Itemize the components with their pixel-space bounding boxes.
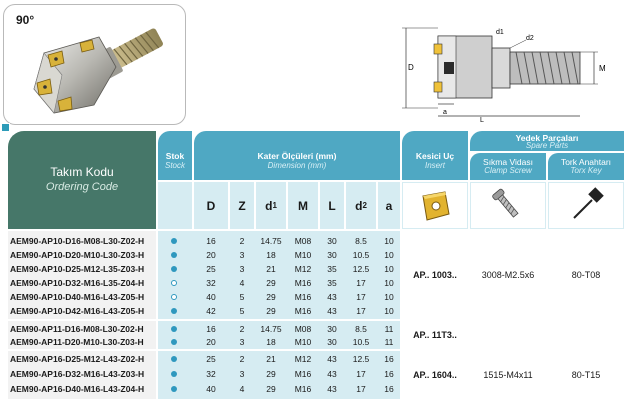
cell-L: 35	[327, 278, 337, 288]
stock-indicator	[171, 238, 177, 244]
stock-title-en: Stock	[164, 161, 185, 170]
stock-col-header	[158, 182, 192, 229]
spare-parts-title-en: Spare Parts	[525, 141, 569, 150]
cell-Z: 5	[239, 292, 245, 302]
torx-key-3: 80-T15	[548, 351, 624, 399]
col-header-d1	[256, 182, 286, 229]
cell-d1: 29	[266, 306, 276, 316]
cell-a: 10	[384, 236, 394, 246]
cell-L: 43	[327, 354, 337, 364]
cell-a: 10	[384, 250, 394, 260]
clamp-screw-header	[470, 153, 546, 180]
cell-d2: 17	[356, 384, 366, 394]
cell-L: 30	[327, 236, 337, 246]
cell-a: 16	[384, 384, 394, 394]
cell-D: 32	[206, 369, 216, 379]
col-header-D: D	[194, 182, 228, 229]
dim-label-M: M	[599, 64, 606, 73]
cell-M: M16	[294, 306, 312, 316]
cell-Z: 2	[239, 354, 245, 364]
cell-a: 16	[384, 354, 394, 364]
col-header-L: L	[320, 182, 344, 229]
clamp-screw-title-tr: Sıkma Vidası	[483, 157, 533, 167]
torx-key-2	[548, 321, 624, 349]
dim-label-a: a	[443, 109, 447, 116]
cell-d1: 14.75	[260, 324, 282, 334]
torx-key-icon	[566, 186, 606, 226]
col-header-d1-text: d	[265, 198, 273, 213]
ordering-code[interactable]: AEM90-AP10-D25-M12-L35-Z03-H	[10, 264, 145, 274]
ordering-code[interactable]: AEM90-AP16-D32-M16-L43-Z03-H	[10, 369, 145, 379]
insert-title-en: Insert	[424, 161, 445, 170]
torx-key-title-en: Torx Key	[570, 166, 602, 175]
screw-icon	[488, 186, 528, 226]
cell-L: 43	[327, 292, 337, 302]
dimension-title-en: Dimension (mm)	[267, 161, 327, 170]
cell-d1: 29	[266, 384, 276, 394]
clamp-screw-title-en: Clamp Screw	[484, 166, 532, 175]
cell-M: M12	[294, 354, 312, 364]
dim-label-d1: d1	[496, 29, 504, 36]
cell-d1: 21	[266, 264, 276, 274]
cell-L: 35	[327, 264, 337, 274]
ordering-code[interactable]: AEM90-AP10-D32-M16-L35-Z04-H	[10, 278, 145, 288]
clamp-screw-2	[470, 321, 546, 349]
cell-a: 11	[384, 337, 394, 347]
cell-a: 11	[384, 324, 394, 334]
ordering-code[interactable]: AEM90-AP16-D40-M16-L43-Z04-H	[10, 384, 145, 394]
cell-D: 40	[206, 384, 216, 394]
insert-header	[402, 131, 468, 180]
stock-indicator	[171, 294, 177, 300]
cell-D: 25	[206, 354, 216, 364]
insert-icon	[415, 186, 455, 226]
clamp-screw-1: 3008-M2.5x6	[470, 231, 546, 319]
angle-label: 90°	[16, 13, 35, 27]
stock-indicator	[171, 280, 177, 286]
stock-indicator	[171, 252, 177, 258]
product-photo	[3, 4, 186, 125]
cell-a: 10	[384, 292, 394, 302]
cell-d2: 17	[356, 306, 366, 316]
cell-d2: 8.5	[355, 236, 367, 246]
cell-M: M16	[294, 292, 312, 302]
ordering-code[interactable]: AEM90-AP10-D42-M16-L43-Z05-H	[10, 306, 145, 316]
torx-key-header	[548, 153, 624, 180]
group-divider	[8, 319, 624, 321]
cell-Z: 3	[239, 337, 245, 347]
cell-d2: 17	[356, 278, 366, 288]
stock-header	[158, 131, 192, 180]
cell-a: 10	[384, 278, 394, 288]
cell-D: 20	[206, 250, 216, 260]
col-header-a: a	[378, 182, 400, 229]
cell-Z: 2	[239, 324, 245, 334]
dim-label-d2: d2	[526, 35, 534, 42]
cell-M: M12	[294, 264, 312, 274]
cell-d2: 12.5	[352, 264, 370, 274]
cell-d1: 18	[266, 250, 276, 260]
ordering-code[interactable]: AEM90-AP10-D20-M10-L30-Z03-H	[10, 250, 145, 260]
col-header-M: M	[288, 182, 318, 229]
torx-key-1: 80-T08	[548, 231, 624, 319]
cell-M: M16	[294, 369, 312, 379]
stock-indicator	[171, 339, 177, 345]
insert-code-2: AP.. 11T3..	[402, 321, 468, 349]
torx-key-picture	[548, 182, 624, 229]
cell-a: 10	[384, 264, 394, 274]
cell-M: M10	[294, 337, 312, 347]
cell-L: 30	[327, 337, 337, 347]
clamp-screw-3: 1515-M4x11	[470, 351, 546, 399]
cell-d2: 17	[356, 369, 366, 379]
dimension-title-tr: Kater Ölçüleri (mm)	[257, 151, 337, 161]
ordering-code-header	[8, 131, 156, 229]
cell-L: 43	[327, 306, 337, 316]
cell-Z: 3	[239, 250, 245, 260]
insert-code-3: AP.. 1604..	[402, 351, 468, 399]
ordering-code[interactable]: AEM90-AP11-D16-M08-L30-Z02-H	[10, 324, 144, 334]
torx-key-title-tr: Tork Anahtarı	[560, 157, 612, 167]
col-header-d2	[346, 182, 376, 229]
stock-title-tr: Stok	[165, 151, 185, 161]
insert-picture	[402, 182, 468, 229]
cell-d2: 8.5	[355, 324, 367, 334]
spare-parts-header	[470, 131, 624, 151]
cell-L: 30	[327, 250, 337, 260]
technical-drawing	[398, 12, 623, 124]
cell-d2: 17	[356, 292, 366, 302]
cell-M: M10	[294, 250, 312, 260]
cell-D: 42	[206, 306, 216, 316]
cell-M: M08	[294, 324, 312, 334]
cell-D: 16	[206, 324, 216, 334]
cell-D: 20	[206, 337, 216, 347]
ordering-code-title-en: Ordering Code	[45, 181, 119, 193]
cell-D: 40	[206, 292, 216, 302]
cell-d1: 18	[266, 337, 276, 347]
ordering-code[interactable]: AEM90-AP10-D16-M08-L30-Z02-H	[10, 236, 145, 246]
stock-indicator	[171, 356, 177, 362]
insert-title-tr: Kesici Uç	[415, 151, 455, 161]
cell-d1: 29	[266, 369, 276, 379]
cell-D: 16	[206, 236, 216, 246]
cell-L: 43	[327, 369, 337, 379]
cell-Z: 4	[239, 384, 245, 394]
stock-indicator	[171, 326, 177, 332]
dimension-header	[194, 131, 400, 180]
cell-L: 43	[327, 384, 337, 394]
cell-Z: 4	[239, 278, 245, 288]
cell-D: 32	[206, 278, 216, 288]
dim-label-L: L	[480, 117, 484, 124]
stock-indicator	[171, 371, 177, 377]
cell-d2: 12.5	[352, 354, 370, 364]
cell-M: M16	[294, 384, 312, 394]
cell-d1: 14.75	[260, 236, 282, 246]
cell-Z: 5	[239, 306, 245, 316]
spare-parts-title-tr: Yedek Parçaları	[515, 133, 579, 143]
ordering-code-title-tr: Takım Kodu	[50, 165, 114, 179]
group-divider	[8, 349, 624, 351]
stock-indicator	[171, 266, 177, 272]
col-header-d1-sub: 1	[272, 201, 277, 210]
col-header-d2-sub: 2	[362, 201, 367, 210]
cell-Z: 3	[239, 264, 245, 274]
col-header-Z: Z	[230, 182, 254, 229]
ordering-code[interactable]: AEM90-AP11-D20-M10-L30-Z03-H	[10, 337, 144, 347]
product-table	[8, 131, 624, 399]
cell-M: M08	[294, 236, 312, 246]
cell-L: 30	[327, 324, 337, 334]
cell-d2: 10.5	[352, 337, 370, 347]
stock-indicator	[171, 308, 177, 314]
clamp-screw-picture	[470, 182, 546, 229]
cell-Z: 2	[239, 236, 245, 246]
insert-code-1: AP.. 1003..	[402, 231, 468, 319]
ordering-code[interactable]: AEM90-AP16-D25-M12-L43-Z02-H	[10, 354, 145, 364]
cell-d1: 29	[266, 292, 276, 302]
ordering-code[interactable]: AEM90-AP10-D40-M16-L43-Z05-H	[10, 292, 145, 302]
cell-d2: 10.5	[352, 250, 370, 260]
cell-a: 16	[384, 369, 394, 379]
stock-indicator	[171, 386, 177, 392]
cell-D: 25	[206, 264, 216, 274]
col-header-d2-text: d	[355, 198, 363, 213]
cell-a: 10	[384, 306, 394, 316]
cell-Z: 3	[239, 369, 245, 379]
dim-label-D: D	[408, 63, 414, 72]
milling-cutter-image	[4, 5, 186, 125]
cell-d1: 21	[266, 354, 276, 364]
cell-d1: 29	[266, 278, 276, 288]
cell-M: M16	[294, 278, 312, 288]
